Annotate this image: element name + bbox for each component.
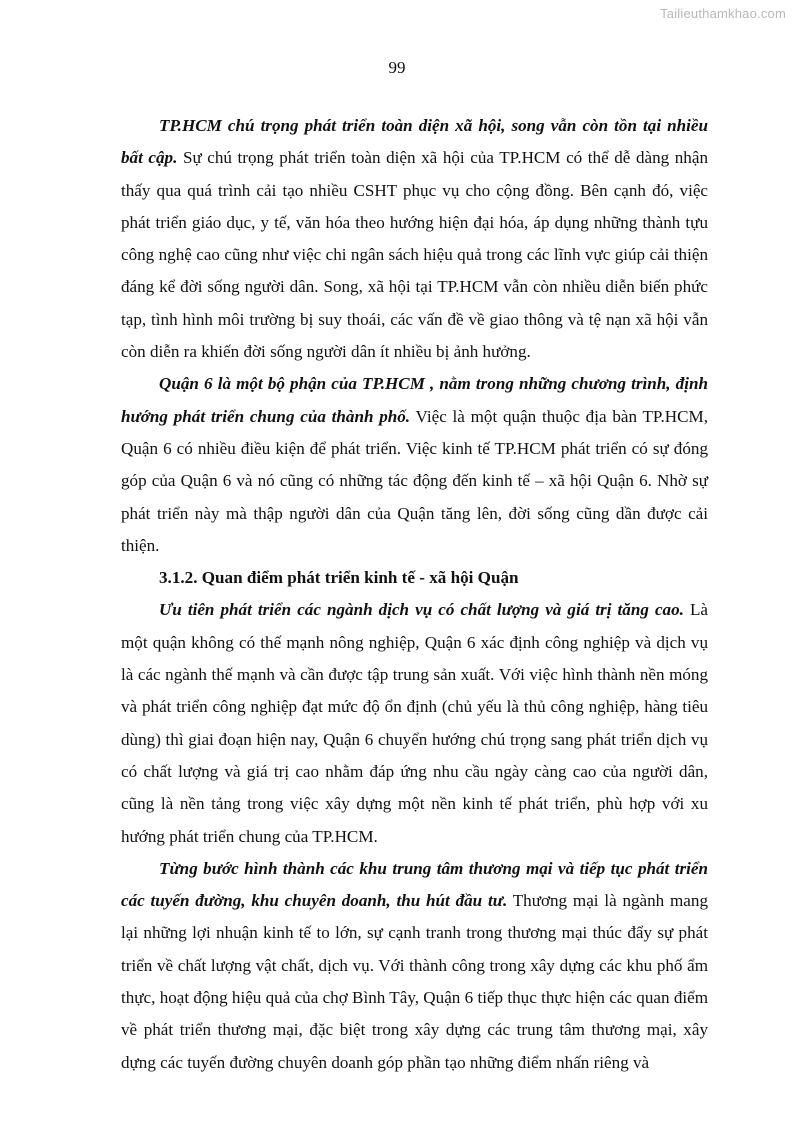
document-body xyxy=(121,110,708,1079)
paragraph-service-priority xyxy=(121,594,708,852)
paragraph-lead: TP.HCM chú trọng phát triển toàn diện xã hội, song vẫn còn tồn tại nhiều bất cập. xyxy=(121,116,708,168)
paragraph-lead: Ưu tiên phát triển các ngành dịch vụ có chất lượng và giá trị tăng cao. xyxy=(159,600,684,620)
paragraph-text: Sự chú trọng phát triển toàn diện xã hội của TP.HCM có thể dễ dàng nhận thấy qua quá trình cải tạo nhiều CSHT phục vụ cho cộng đồng. Bên cạnh đó, việc phát triển giáo dục, y tế, văn hóa theo hướng hiện đại hóa, áp dụng những thành tựu công nghệ cao cũng như việc chi ngân sách hiệu quả trong các lĩnh vực giúp cải thiện đáng kể đời sống người dân. Song, xã hội tại TP.HCM vẫn còn nhiều diễn biến phức tạp, tình hình môi trường bị suy thoái, các vấn đề về giao thông và tệ nạn xã hội vẫn còn diễn ra khiến đời sống người dân ít nhiều bị ảnh hưởng. xyxy=(121,148,708,362)
paragraph-text: Là một quận không có thế mạnh nông nghiệp, Quận 6 xác định công nghiệp và dịch vụ là các ngành thế mạnh và cần được tập trung sản xuất. Với việc hình thành nền móng và phát triển công nghiệp đạt mức độ ổn định (chủ yếu là thủ công nghiệp, hàng tiêu dùng) thì giai đoạn hiện nay, Quận 6 chuyển hướng chú trọng sang phát triển dịch vụ có chất lượng và giá trị cao nhằm đáp ứng nhu cầu ngày càng cao của người dân, cũng là nền tảng trong việc xây dựng một nền kinh tế phát triển, phù hợp với xu hướng phát triển chung của TP.HCM. xyxy=(121,600,708,846)
paragraph-lead: Quận 6 là một bộ phận của TP.HCM , nằm trong những chương trình, định hướng phát triển chung của thành phố. xyxy=(121,374,708,426)
paragraph-lead: Từng bước hình thành các khu trung tâm thương mại và tiếp tục phát triển các tuyến đường, khu chuyên doanh, thu hút đầu tư. xyxy=(121,858,708,911)
section-heading: 3.1.2. Quan điểm phát triển kinh tế - xã hội Quận xyxy=(159,568,519,588)
paragraph-district-6-role xyxy=(121,368,708,562)
paragraph-social-development xyxy=(121,110,708,368)
paragraph-commercial-centers xyxy=(121,853,708,1079)
paragraph-text: Việc là một quận thuộc địa bàn TP.HCM, Quận 6 có nhiều điều kiện để phát triển. Việc kinh tế TP.HCM phát triển có sự đóng góp của Quận 6 và nó cũng có những tác động đến kinh tế – xã hội Quận 6. Nhờ sự phát triển này mà thập người dân của Quận tăng lên, đời sống cũng dần được cải thiện. xyxy=(121,406,708,555)
page-number: 99 xyxy=(388,58,406,77)
paragraph-text: Thương mại là ngành mang lại những lợi nhuận kinh tế to lớn, sự cạnh tranh trong thương mại thúc đẩy sự phát triển về chất lượng vật chất, dịch vụ. Với thành công trong xây dựng các khu phố ẩm thực, hoạt động hiệu quả của chợ Bình Tây, Quận 6 tiếp thục thực hiện các quan điểm về phát triển thương mại, đặc biệt trong xây dựng các trung tâm thương mại, xây dựng các tuyến đường chuyên doanh góp phần tạo những điểm nhấn riêng và xyxy=(121,891,708,1072)
watermark: Tailieuthamkhao.com xyxy=(660,6,786,21)
